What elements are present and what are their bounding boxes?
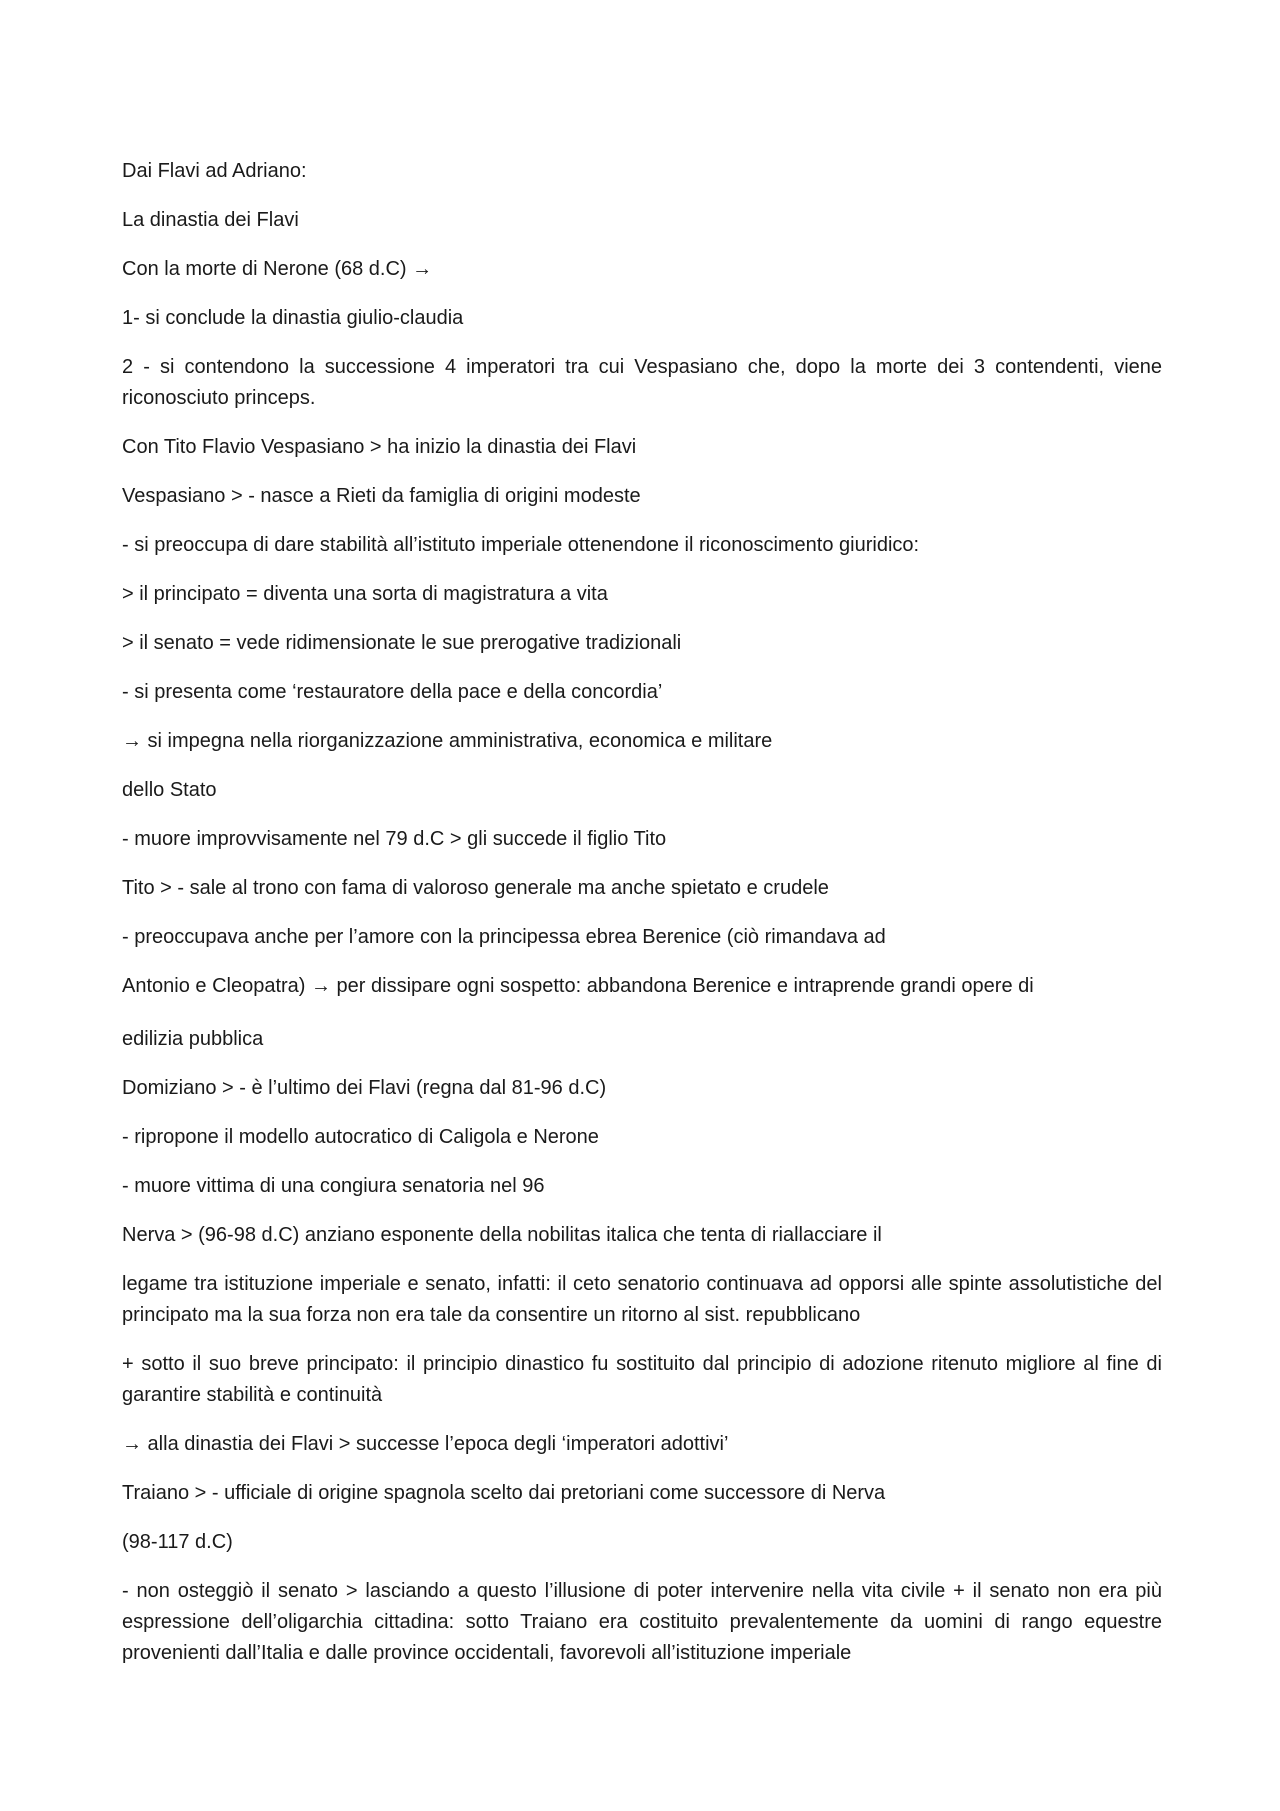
paragraph: - muore improvvisamente nel 79 d.C > gli succede il figlio Tito xyxy=(122,828,667,850)
paragraph: 2 - si contendono la successione 4 imperatori tra cui Vespasiano che, dopo la morte dei 3 contendenti, viene riconosciuto princeps. xyxy=(122,356,1162,409)
paragraph: > il principato = diventa una sorta di magistratura a vita xyxy=(122,583,608,605)
paragraph: Nerva > (96-98 d.C) anziano esponente della nobilitas italica che tenta di riallacciare il xyxy=(122,1224,882,1246)
paragraph: > il senato = vede ridimensionate le sue prerogative tradizionali xyxy=(122,632,682,654)
paragraph: Con la morte di Nerone (68 d.C) → xyxy=(122,258,433,280)
paragraph: Con Tito Flavio Vespasiano > ha inizio la dinastia dei Flavi xyxy=(122,436,637,458)
paragraph: edilizia pubblica xyxy=(122,1028,264,1050)
paragraph: Domiziano > - è l’ultimo dei Flavi (regna dal 81-96 d.C) xyxy=(122,1077,607,1099)
paragraph: - muore vittima di una congiura senatoria nel 96 xyxy=(122,1175,545,1197)
paragraph: - si presenta come ‘restauratore della pace e della concordia’ xyxy=(122,681,663,703)
paragraph: - non osteggiò il senato > lasciando a questo l’illusione di poter intervenire nella vita civile + il senato non era più espressione dell’oligarchia cittadina: sotto Traiano era costituito prevalentemente da uomini di rango equestre provenienti dall’Italia e dalle province occidentali, favorevoli all’istituzione imperiale xyxy=(122,1580,1162,1664)
paragraph: + sotto il suo breve principato: il principio dinastico fu sostituito dal principio di adozione ritenuto migliore al fine di garantire stabilità e continuità xyxy=(122,1353,1162,1406)
paragraph: - preoccupava anche per l’amore con la principessa ebrea Berenice (ciò rimandava ad xyxy=(122,926,886,948)
paragraph: 1- si conclude la dinastia giulio-claudia xyxy=(122,307,464,329)
document-title: Dai Flavi ad Adriano: xyxy=(122,160,307,182)
paragraph: Antonio e Cleopatra) → per dissipare ogni sospetto: abbandona Berenice e intraprende grandi opere di xyxy=(122,975,1034,997)
paragraph: → alla dinastia dei Flavi > successe l’epoca degli ‘imperatori adottivi’ xyxy=(122,1433,729,1455)
paragraph: → si impegna nella riorganizzazione amministrativa, economica e militare xyxy=(122,730,773,752)
paragraph: - si preoccupa di dare stabilità all’istituto imperiale ottenendone il riconoscimento giuridico: xyxy=(122,534,920,556)
section-heading: La dinastia dei Flavi xyxy=(122,209,299,231)
document-body xyxy=(122,156,1162,1687)
paragraph: (98-117 d.C) xyxy=(122,1531,233,1553)
paragraph: Traiano > - ufficiale di origine spagnola scelto dai pretoriani come successore di Nerva xyxy=(122,1482,886,1504)
paragraph: Vespasiano > - nasce a Rieti da famiglia di origini modeste xyxy=(122,485,641,507)
paragraph: Tito > - sale al trono con fama di valoroso generale ma anche spietato e crudele xyxy=(122,877,829,899)
paragraph: - ripropone il modello autocratico di Caligola e Nerone xyxy=(122,1126,599,1148)
paragraph: dello Stato xyxy=(122,779,217,801)
paragraph: legame tra istituzione imperiale e senato, infatti: il ceto senatorio continuava ad opporsi alle spinte assolutistiche del principato ma la sua forza non era tale da consentire un ritorno al sist. repubblicano xyxy=(122,1273,1162,1326)
